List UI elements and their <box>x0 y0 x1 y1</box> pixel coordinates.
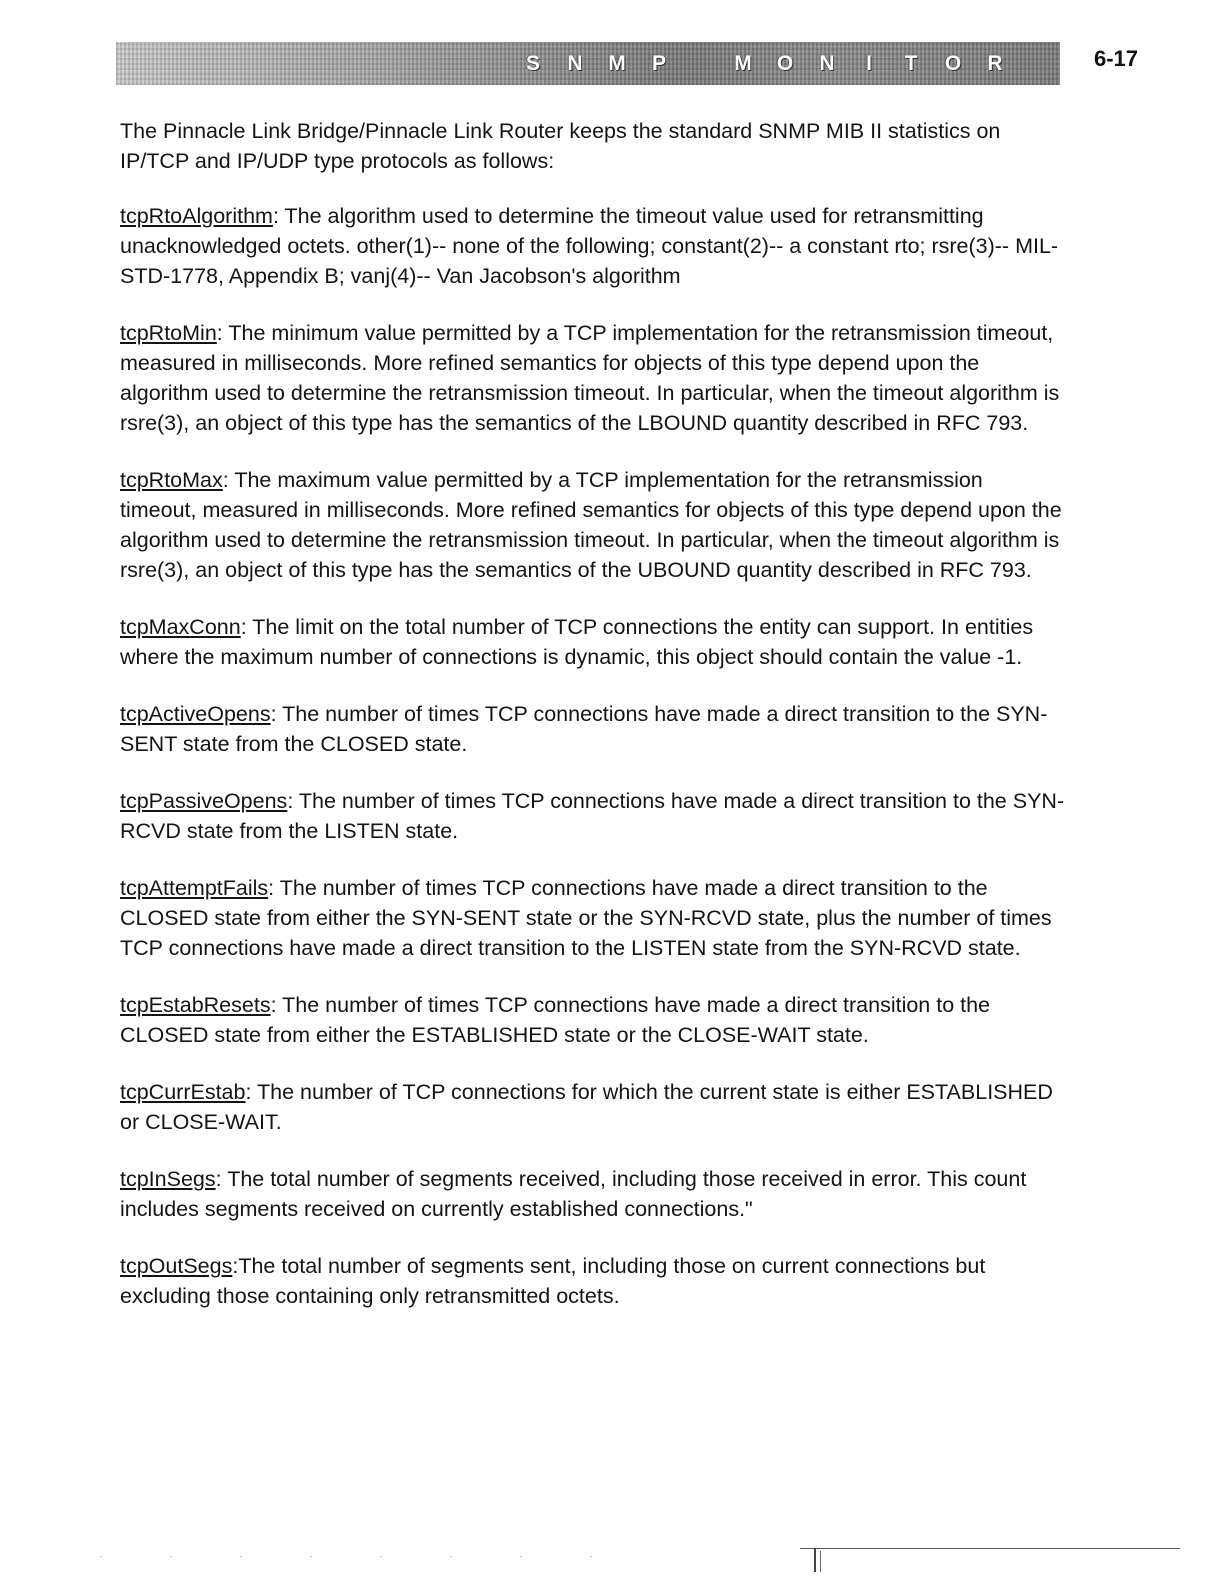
definition-entry <box>120 318 1065 438</box>
definition-text: The number of TCP connections for which the current state is either ESTABLISHED or CLOSE-WAIT. <box>120 1080 1053 1134</box>
title-letter: O <box>944 52 962 75</box>
definition-term: tcpPassiveOpens <box>120 789 288 813</box>
definition-text: The total number of segments received, including those received in error. This count includes segments received on currently established connections." <box>120 1167 1027 1221</box>
term-separator: : <box>232 1254 239 1278</box>
title-letter: R <box>987 52 1003 75</box>
title-letter: M <box>734 52 752 75</box>
definition-term: tcpMaxConn <box>120 615 241 639</box>
definition-entry <box>120 786 1065 846</box>
section-header-bar <box>116 42 1060 85</box>
definition-entry <box>120 699 1065 759</box>
definition-text: The minimum value permitted by a TCP implementation for the retransmission timeout, measured in milliseconds. More refined semantics for objects of this type depend upon the algorithm used to determine the retransmission timeout. In particular, when the timeout algorithm is rsre(3), an object of this type has the semantics of the LBOUND quantity described in RFC 793. <box>120 321 1060 435</box>
definition-entry <box>120 201 1065 291</box>
title-letter: N <box>819 52 835 75</box>
intro-paragraph: The Pinnacle Link Bridge/Pinnacle Link Router keeps the standard SNMP MIB II statistics on IP/TCP and IP/UDP type protocols as follows: <box>120 119 1001 173</box>
definition-text: The number of times TCP connections have made a direct transition to the CLOSED state from either the ESTABLISHED state or the CLOSE-WAIT state. <box>120 993 991 1047</box>
footer-rule <box>800 1548 1180 1549</box>
definition-term: tcpRtoAlgorithm <box>120 204 273 228</box>
term-separator: : <box>287 789 299 813</box>
title-letter: M <box>608 52 626 75</box>
definition-text: The number of times TCP connections have made a direct transition to the SYN-RCVD state from the LISTEN state. <box>120 789 1065 843</box>
definition-entry <box>120 990 1065 1050</box>
term-separator: : <box>215 1167 228 1191</box>
term-separator: : <box>216 321 229 345</box>
definition-entry <box>120 1077 1065 1137</box>
title-letter: O <box>776 52 794 75</box>
definition-entry <box>120 1251 1065 1311</box>
definition-entry <box>120 1164 1065 1224</box>
footer-mark <box>814 1548 816 1572</box>
title-letter: P <box>651 52 666 75</box>
definition-term: tcpCurrEstab <box>120 1080 246 1104</box>
definition-term: tcpOutSegs <box>120 1254 233 1278</box>
term-separator: : <box>270 993 283 1017</box>
term-separator: : <box>268 876 280 900</box>
term-separator: : <box>270 702 283 726</box>
title-letter: T <box>904 52 918 75</box>
footer-mark <box>820 1551 821 1572</box>
term-separator: : <box>272 204 285 228</box>
title-letter: N <box>567 52 583 75</box>
definition-term: tcpRtoMax <box>120 468 223 492</box>
term-separator: : <box>222 468 235 492</box>
definition-text: The algorithm used to determine the timeout value used for retransmitting unacknowledged octets. other(1)-- none of the following; constant(2)-- a constant rto; rsre(3)-- MIL-STD-1778, Appendix B; vanj(4)-- Van Jacobson's algorithm <box>120 204 1059 288</box>
title-letter: I <box>866 52 872 75</box>
definition-term: tcpActiveOpens <box>120 702 271 726</box>
definition-text: The total number of segments sent, including those on current connections but excluding those containing only retransmitted octets. <box>120 1254 986 1308</box>
definition-text: The number of times TCP connections have made a direct transition to the CLOSED state from either the SYN-SENT state or the SYN-RCVD state, plus the number of times TCP connections have made a direct transition to the LISTEN state from the SYN-RCVD state. <box>120 876 1052 960</box>
definition-entry <box>120 465 1065 585</box>
definition-text: The number of times TCP connections have made a direct transition to the SYN-SENT state from the CLOSED state. <box>120 702 1048 756</box>
definition-text: The limit on the total number of TCP connections the entity can support. In entities where the maximum number of connections is dynamic, this object should contain the value -1. <box>120 615 1034 669</box>
section-title <box>512 50 1052 78</box>
definition-term: tcpEstabResets <box>120 993 271 1017</box>
definition-entry <box>120 612 1065 672</box>
definition-term: tcpRtoMin <box>120 321 217 345</box>
definition-text: The maximum value permitted by a TCP implementation for the retransmission timeout, measured in milliseconds. More refined semantics for objects of this type depend upon the algorithm used to determine the retransmission timeout. In particular, when the timeout algorithm is rsre(3), an object of this type has the semantics of the UBOUND quantity described in RFC 793. <box>120 468 1062 582</box>
definition-term: tcpAttemptFails <box>120 876 269 900</box>
definition-term: tcpInSegs <box>120 1167 216 1191</box>
title-letter: S <box>525 52 540 75</box>
page-body <box>120 116 1065 1338</box>
page-number: 6-17 <box>1094 46 1139 71</box>
term-separator: : <box>240 615 253 639</box>
scan-artifact-line <box>100 1556 660 1557</box>
term-separator: : <box>245 1080 258 1104</box>
definition-entry <box>120 873 1065 963</box>
